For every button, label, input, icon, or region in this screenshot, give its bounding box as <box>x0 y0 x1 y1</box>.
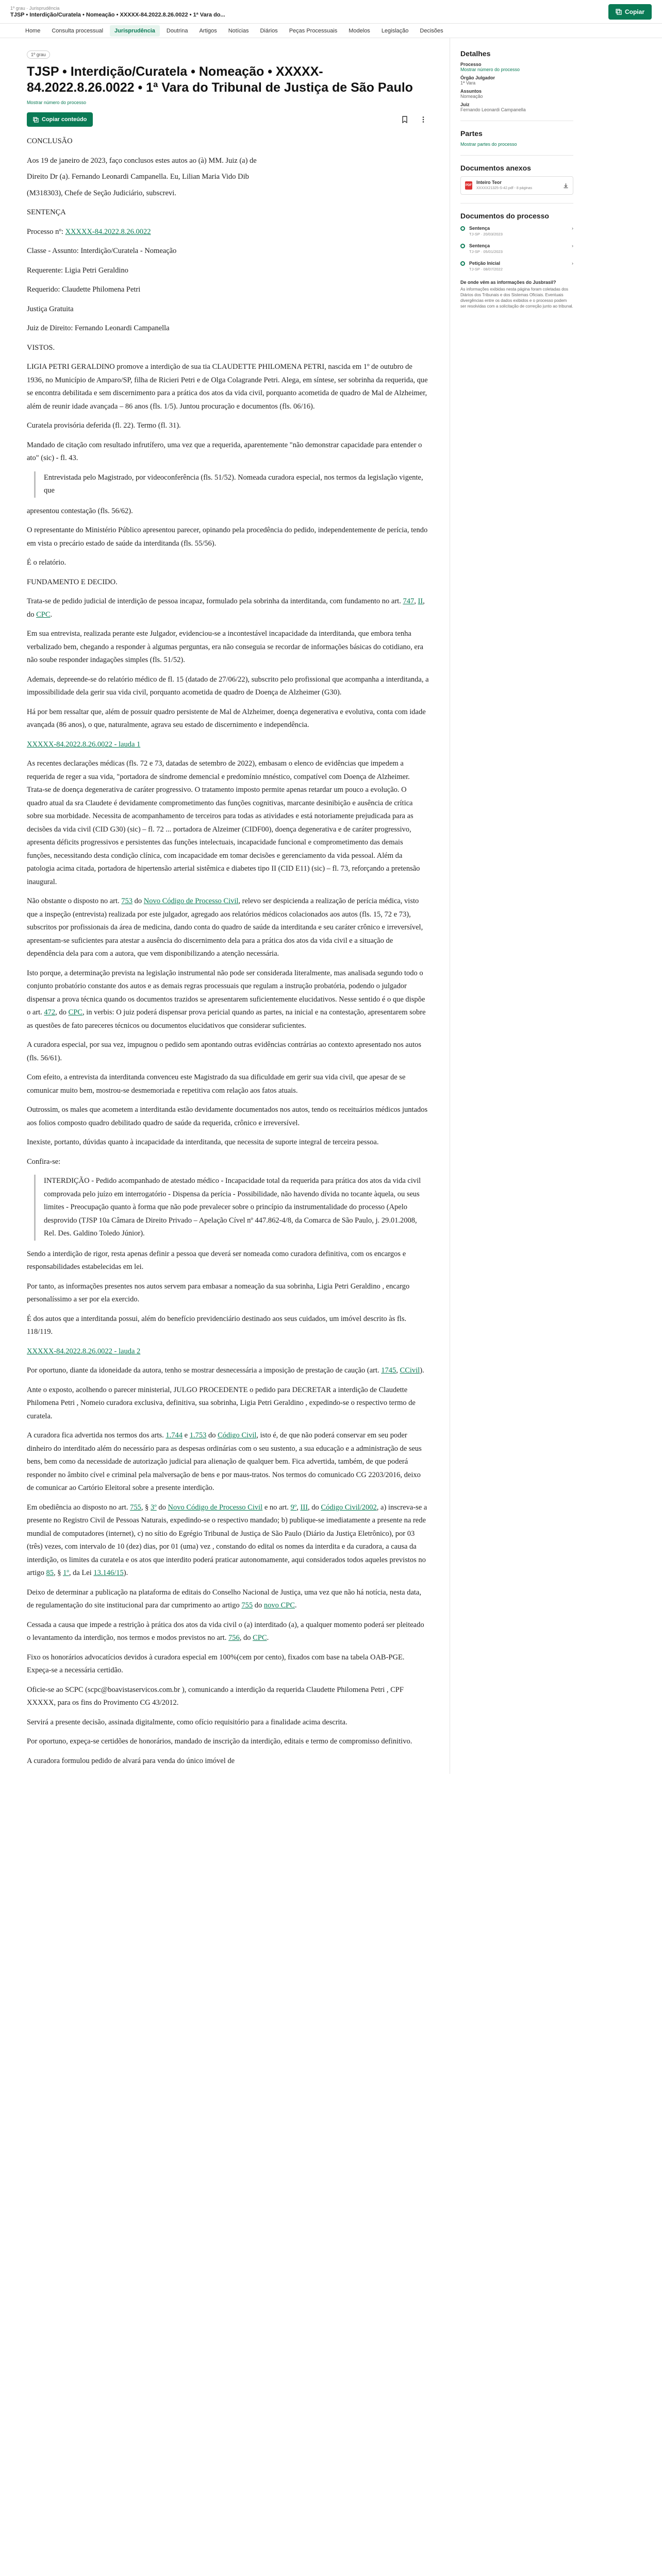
doc-paragraph: É dos autos que a interditanda possui, além do benefício previdenciário destinado aos seus cuidados, um imóvel descrito às fls. 118/119. <box>27 1314 407 1336</box>
divider <box>460 203 573 204</box>
more-vertical-icon <box>420 116 427 123</box>
top-bar <box>0 0 662 24</box>
doc-paragraph: FUNDAMENTO E DECIDO. <box>27 578 118 586</box>
doc-paragraph: Confira-se: <box>27 1157 61 1166</box>
timeline-dot <box>460 244 465 248</box>
page-title: TJSP • Interdição/Curatela • Nomeação • XXXXX-84.2022.8.26.0022 • 1ª Vara do Tribunal de Justiça de São Paulo <box>27 64 413 95</box>
doc-paragraph: CONCLUSÃO <box>27 137 73 145</box>
document-body <box>27 135 429 1768</box>
doc-paragraph: Oficie-se ao SCPC (scpc@boavistaservicos.com.br ), comunicando a interdição da requerida Claudette Philomena Petri , CPF XXXXX, para os fins do Provimento CG 43/2012. <box>27 1685 404 1707</box>
doc-text: Deixo de determinar a publicação na plataforma de editais do Conselho Nacional de Justiça, uma vez que não há notícia, nesta data, de regulamentação do site institucional para dar cumprimento ao artigo <box>27 1588 421 1609</box>
doc-paragraph: SENTENÇA <box>27 208 66 216</box>
law-link[interactable]: 1.744 <box>166 1431 183 1439</box>
grade-badge: 1º grau <box>27 50 50 59</box>
timeline-name: Petição Inicial <box>469 261 501 266</box>
doc-paragraph: Sendo a interdição de rigor, resta apenas definir a pessoa que deverá ser nomeada como curadora definitiva, com os encargos e responsabilidades estabelecidas em lei. <box>27 1249 406 1271</box>
show-parts-link[interactable]: Mostrar partes do processo <box>460 142 517 147</box>
doc-text: Em obediência ao disposto no art. <box>27 1503 130 1512</box>
doc-text: A curadora fica advertida nos termos dos arts. <box>27 1431 166 1439</box>
nav-consulta-processual[interactable]: Consulta processual <box>52 27 104 34</box>
doc-text: , in verbis: O juiz poderá dispensar prova pericial quando as partes, na inicial e na contestação, apresentarem sobre as questões de fato pareceres técnicos ou documentos elucidativos que considerar suficientes. <box>27 1008 426 1030</box>
law-link[interactable]: 755 <box>241 1601 253 1609</box>
law-link[interactable]: Novo Código de Processo Civil <box>143 897 239 905</box>
doc-paragraph: Com efeito, a entrevista da interditanda convenceu este Magistrado da sua dificuldade em gerir sua vida civil, que apesar de se comunicar muito bem, mostrou-se desmemoriada e repetitiva com relação aos fatos atuais. <box>27 1073 406 1095</box>
page-title-short: TJSP • Interdição/Curatela • Nomeação • XXXXX-84.2022.8.26.0022 • 1ª Vara do... <box>10 11 225 18</box>
law-link[interactable]: 3º <box>151 1503 157 1512</box>
doc-paragraph: Inexiste, portanto, dúvidas quanto à incapacidade da interditanda, que necessita de suporte integral de terceira pessoa. <box>27 1138 379 1146</box>
source-note-heading: De onde vêm as informações do Jusbrasil? <box>460 280 556 285</box>
download-icon[interactable] <box>563 183 569 189</box>
doc-text: e no art. <box>262 1503 291 1512</box>
doc-paragraph: Há por bem ressaltar que, além de possuir quadro persistente de Mal de Alzheimer, doença degenerativa e evolutiva, conta com idade avançada (86 anos), o que, naturalmente, agrava seu estado de discernimento e independência. <box>27 707 426 729</box>
doc-paragraph: Aos 19 de janeiro de 2023, faço conclusos estes autos ao (à) MM. Juiz (a) de <box>27 156 257 165</box>
law-link[interactable]: CPC <box>36 610 51 619</box>
doc-text: , relevo ser despicienda a realização de perícia médica, visto que a inspeção (entrevista) realizada por este julgador, agregado aos relatórios médicos colacionados aos autos (fls. 15, 72 e 73), subscritos por profissionais da área de medicina, dando conta do quadro de saúde da interditanda e seu caráter crônico e irreversível, apresentam-se suficientes para atestar a ausência do discernimento dela para a prática dos atos da vida civil e a situação de dependência dela para com a autora, que vem disponibilizando a atenção necessária. <box>27 897 423 958</box>
doc-paragraph <box>27 1364 429 1378</box>
breadcrumb <box>10 5 608 19</box>
law-link[interactable]: 1745 <box>381 1366 396 1375</box>
doc-paragraph: Por tanto, as informações presentes nos autos servem para embasar a nomeação da sua sobrinha, Ligia Petri Geraldino , encargo personalíssimo a ser por ela exercido. <box>27 1282 410 1303</box>
doc-text: Isto porque, a determinação prevista na legislação instrumental não pode ser considerada literalmente, mas analisada segundo todo o conjunto probatório constante dos autos e as demais regras processuais que regulam a instrução probatória, podendo o julgador dispensar a prova técnica quando os documentos trazidos se apresentarem suficientemente elucidativos. Nesse sentido é o que dispõe o art. <box>27 969 425 1016</box>
doc-text: , § <box>141 1503 151 1512</box>
doc-paragraph: Servirá a presente decisão, assinada digitalmente, como ofício requisitório para a finalidade acima descrita. <box>27 1718 347 1726</box>
law-link[interactable]: 747 <box>403 597 415 605</box>
chevron-right-icon: › <box>572 261 573 266</box>
nav-pecas-processuais[interactable]: Peças Processuais <box>289 27 338 34</box>
doc-text: , <box>296 1503 301 1512</box>
law-link[interactable]: novo CPC <box>263 1601 295 1609</box>
doc-text: Processo nº: <box>27 227 65 236</box>
timeline-sub: TJ-SP · 20/03/2023 <box>469 232 503 236</box>
parts-heading: Partes <box>460 129 483 138</box>
doc-paragraph: Justiça Gratuita <box>27 304 74 313</box>
doc-text: do <box>253 1601 264 1609</box>
doc-paragraph: O representante do Ministério Público apresentou parecer, opinando pela procedência do pedido, independentemente de perícia, tendo em vista o precário estado de saúde da interditanda (fls. 55/56). <box>27 526 428 548</box>
law-link[interactable]: Novo Código de Processo Civil <box>168 1503 263 1512</box>
process-number-link[interactable]: XXXXX-84.2022.8.26.0022 <box>65 227 151 236</box>
bookmark-button[interactable] <box>399 114 410 125</box>
law-link[interactable]: 85 <box>46 1569 54 1577</box>
law-link[interactable]: 9º <box>290 1503 297 1512</box>
doc-paragraph: Outrossim, os males que acometem a interditanda estão devidamente documentados nos autos, tendo os receituários médicos juntados aos folios composto quadro debilitado quadro de saúde da requerida, crônico e irreversível. <box>27 1106 428 1127</box>
law-link[interactable]: 753 <box>121 897 133 905</box>
doc-text: do <box>156 1503 168 1512</box>
process-docs-timeline <box>460 225 573 273</box>
doc-paragraph: Juiz de Direito: Fernando Leonardi Campanella <box>27 324 170 332</box>
block-quote <box>34 471 429 498</box>
chevron-right-icon: › <box>572 243 573 248</box>
doc-paragraph <box>27 1586 429 1613</box>
law-link[interactable]: II <box>418 597 423 605</box>
quote-text: Entrevistada pelo Magistrado, por videoconferência (fls. 51/52). Nomeada curadora especial, nos termos da legislação vigente, que <box>44 473 423 495</box>
doc-paragraph <box>27 967 429 1033</box>
judge-value: Fernando Leonardi Campanella <box>460 107 526 112</box>
copy-icon <box>33 117 39 123</box>
doc-paragraph: LIGIA PETRI GERALDINO promove a interdição de sua tia CLAUDETTE PHILOMENA PETRI, nascida em 1º de outubro de 1936, no Município de Amparo/SP, filha de Ricieri Petri e de Olga Colagrande Petri. Alega, em síntese, ser sobrinha da requerida, que se encontra debilitada e sem discernimento para a prática dos atos da vida civil, porquanto acometida de quadro de Mal de Alzheimer, além de reunir idade avançada – 86 anos (fls. 1/5). Juntou procuração e documentos (fls. 06/16). <box>27 363 428 411</box>
law-link[interactable]: III <box>300 1503 308 1512</box>
doc-text: ). <box>123 1569 128 1577</box>
doc-paragraph <box>27 895 429 961</box>
doc-paragraph: apresentou contestação (fls. 56/62). <box>27 506 133 515</box>
law-link[interactable]: 755 <box>130 1503 141 1512</box>
law-link[interactable]: 756 <box>228 1634 240 1642</box>
doc-paragraph: É o relatório. <box>27 558 67 567</box>
timeline-item[interactable] <box>460 260 573 273</box>
doc-paragraph <box>27 1501 429 1580</box>
doc-text: , do <box>27 597 425 619</box>
show-process-number-link[interactable]: Mostrar número do processo <box>460 67 520 72</box>
judge-label: Juiz <box>460 102 470 107</box>
process-label: Processo <box>460 62 482 67</box>
doc-text: Por oportuno, diante da idoneidade da autora, tenho se mostrar desnecessária a imposição de prestação de caução (art. <box>27 1366 382 1375</box>
doc-text: , <box>396 1366 400 1375</box>
doc-text: , <box>414 597 418 605</box>
doc-paragraph <box>27 595 429 621</box>
chevron-right-icon: › <box>572 226 573 231</box>
page-footer-link[interactable]: XXXXX-84.2022.8.26.0022 - lauda 2 <box>27 1347 141 1355</box>
doc-paragraph: VISTOS. <box>27 343 55 352</box>
timeline-dot <box>460 226 465 231</box>
timeline-item[interactable] <box>460 225 573 238</box>
block-quote <box>34 1175 429 1241</box>
subject-label: Assuntos <box>460 89 482 94</box>
nav-home[interactable]: Home <box>25 27 41 34</box>
nav-jurisprudencia[interactable]: Jurisprudência <box>110 25 160 37</box>
quote-text: INTERDIÇÃO - Pedido acompanhado de atestado médico - Incapacidade total da requerida para prática dos atos da vida civil comprovada pelo juízo em interrogatório - Dispensa da perícia - Possibilidade, não havendo dívida no tocante àquela, ou seus limites - Preocupação quanto à forma que não pode prevalecer sobre o princípio da instrumentalidade do processo (Apelo desprovido (TJSP 10a Câmara de Direito Privado – Apelação Cível nº 447.862-4/8, da Comarca de São Paulo, j. 29.01.2008, Rel. Des. Galdino Toledo Júnior). <box>44 1177 421 1238</box>
nav-decisoes[interactable]: Decisões <box>420 27 443 34</box>
annex-sub: XXXXX21325-S-42.pdf - 8 páginas <box>476 187 533 190</box>
timeline-dot <box>460 261 465 266</box>
copy-content-button[interactable] <box>27 112 93 127</box>
doc-paragraph <box>27 1429 429 1495</box>
doc-text: do <box>133 897 144 905</box>
bookmark-icon <box>401 116 408 123</box>
doc-paragraph: Fixo os honorários advocatícios devidos à curadora especial em 100%(cem por cento), fixados com base na tabela OAB-PGE. Expeça-se a necessária certidão. <box>27 1653 405 1674</box>
timeline-item[interactable] <box>460 243 573 255</box>
doc-text: do <box>206 1431 218 1439</box>
law-link[interactable]: 472 <box>44 1008 56 1016</box>
divider <box>460 155 573 156</box>
law-link[interactable]: Código Civil <box>218 1431 257 1439</box>
law-link[interactable]: CPC <box>253 1634 267 1642</box>
law-link[interactable]: CPC <box>68 1008 82 1016</box>
doc-paragraph: Curatela provisória deferida (fl. 22). Termo (fl. 31). <box>27 421 181 430</box>
details-heading: Detalhes <box>460 49 491 58</box>
doc-text: , a) inscreva-se a presente no Registro Civil de Pessoas Naturais, expedindo-se o respectivo mandado; b) publique-se imediatamente a presente na rede mundial de computadores (internet), c) no sítio do Egrégio Tribunal de Justiça de São Paulo (Diário da Justiça Eletrônico), por 03 (três) vezes, com intervalo de 10 (dez) dias, por 01 (uma) vez , constando do edital os nomes da interdita e da curadora, a causa da interdição, os limites da curatela e os atos que interdito poderá praticar autonomamente, aqui considerados todos aqueles previstos no artigo <box>27 1503 427 1577</box>
more-options-button[interactable] <box>418 114 429 125</box>
timeline-name: Sentença <box>469 226 490 231</box>
sidebar <box>450 38 573 1774</box>
show-process-number-link[interactable]: Mostrar número do processo <box>27 100 87 105</box>
doc-text: Trata-se de pedido judicial de interdição de pessoa incapaz, formulado pela sobrinha da interditanda, com fundamento no art. <box>27 597 403 605</box>
organ-value: 1ª Vara <box>460 80 476 86</box>
doc-paragraph: Por oportuno, expeça-se certidões de honorários, mandado de inscrição da interdição, editais e termo de compromisso definitivo. <box>27 1737 412 1745</box>
doc-paragraph: Direito Dr (a). Fernando Leonardi Campanella. Eu, Lilian Maria Vido Dib <box>27 173 249 181</box>
doc-text: , § <box>53 1569 63 1577</box>
doc-paragraph: Ademais, depreende-se do relatório médico de fl. 15 (datado de 27/06/22), subscrito pelo profissional que acompanha a interditanda, a impossibilidade dela gerir sua vida civil, porquanto acometida de quadro de Doença de Alzheimer (G30). <box>27 675 429 697</box>
doc-text: , do <box>308 1503 321 1512</box>
annex-name: Inteiro Teor <box>476 180 502 185</box>
nav-artigos[interactable]: Artigos <box>199 27 217 34</box>
timeline-name: Sentença <box>469 243 490 248</box>
nav-noticias[interactable]: Notícias <box>228 27 249 34</box>
copy-button[interactable] <box>608 4 652 20</box>
process-docs-heading: Documentos do processo <box>460 212 549 220</box>
doc-paragraph <box>27 226 429 239</box>
doc-text: . <box>294 1601 297 1609</box>
doc-paragraph <box>27 1619 429 1645</box>
doc-text: . <box>267 1634 269 1642</box>
doc-paragraph: Mandado de citação com resultado infrutífero, uma vez que a requerida, aparentemente "não demonstrar capacidade para entender o ato" (sic) - fl. 43. <box>27 440 422 462</box>
nav-modelos[interactable]: Modelos <box>349 27 370 34</box>
timeline-sub: TJ-SP · 05/01/2023 <box>469 249 503 254</box>
law-link[interactable]: CCivil <box>400 1366 420 1375</box>
annex-item[interactable] <box>460 176 573 195</box>
page-footer-link[interactable]: XXXXX-84.2022.8.26.0022 - lauda 1 <box>27 740 141 749</box>
source-note: As informações exibidas nesta página foram coletadas dos Diários dos Tribunais e dos Sistemas Oficiais. Eventuais divergências entre os dados exibidos e o processo podem ser resolvidas com a solicitação de correção junto ao tribunal. <box>460 287 573 309</box>
doc-paragraph: A curadora formulou pedido de alvará para venda do único imóvel de <box>27 1756 235 1765</box>
doc-paragraph: Em sua entrevista, realizada perante este Julgador, evidenciou-se a incontestável incapacidade da interditanda, que embora tenha verbalizado bem, chegando a responder à algumas perguntas, era não conseguia se recordar de informações básicas do cotidiano, era não soube responder indagações simples (fls. 51/52). <box>27 630 424 664</box>
doc-paragraph: (M318303), Chefe de Seção Judiciário, subscrevi. <box>27 189 176 197</box>
nav-doutrina[interactable]: Doutrina <box>166 27 188 34</box>
doc-text: , isto é, de que não poderá conservar em seu poder dinheiro do interditado além do necessário para as despesas ordinárias com o seu sustento, a sua educação e a administração de seus bens, bem como da necessidade de autorização judicial para alienação de qualquer bem. Fica advertida, também, de que poderá responder no âmbito cível e criminal pela malversação de bens e por maus-tratos. Nos termos do comunicado CG 2203/2016, deixo de comunicar ao Cartório Eleitoral sobre a presente interdição. <box>27 1431 422 1492</box>
subject-value: Nomeação <box>460 94 483 99</box>
doc-paragraph: Classe - Assunto: Interdição/Curatela - Nomeação <box>27 247 177 255</box>
organ-label: Órgão Julgador <box>460 75 495 80</box>
law-link[interactable]: 13.146/15 <box>93 1569 124 1577</box>
doc-paragraph: Requerente: Ligia Petri Geraldino <box>27 266 128 275</box>
annex-heading: Documentos anexos <box>460 164 531 172</box>
law-link[interactable]: 1.753 <box>189 1431 207 1439</box>
doc-text: , do <box>55 1008 69 1016</box>
copy-content-label: Copiar conteúdo <box>42 116 87 123</box>
doc-paragraph: A curadora especial, por sua vez, impugnou o pedido sem apontando outras evidências contrárias ao contexto apresentado nos autos (fls. 56/61). <box>27 1041 422 1062</box>
nav-diarios[interactable]: Diários <box>260 27 278 34</box>
doc-paragraph: Requerido: Claudette Philomena Petri <box>27 285 141 294</box>
law-link[interactable]: 1º <box>63 1569 69 1577</box>
copy-icon <box>616 9 622 15</box>
pdf-icon: PDF <box>465 181 472 190</box>
doc-text: , da Lei <box>69 1569 94 1577</box>
doc-text: , do <box>239 1634 253 1642</box>
doc-text: e <box>183 1431 190 1439</box>
main-nav <box>0 24 662 38</box>
breadcrumb-section[interactable]: 1º grau · Jurisprudência <box>10 5 60 11</box>
timeline-sub: TJ-SP · 08/07/2022 <box>469 267 503 272</box>
law-link[interactable]: Código Civil/2002 <box>321 1503 377 1512</box>
doc-text: ). <box>420 1366 424 1375</box>
doc-text: . <box>50 610 53 619</box>
doc-paragraph: As recentes declarações médicas (fls. 72 e 73, datadas de setembro de 2022), embasam o elenco de evidências que impedem a requerida de reger a sua vida, "portadora de síndrome demencial e predomínio mnéstico, compatível com Doença de Alzheimer. Trata-se de doença degenerativa de caráter progressivo. O tratamento imposto permite apenas retardar um pouco a evolução. O quadro atual da sra Claudete é devidamente comprometimento das funções cognitivas, marcante desinibição e ausência de crítica sobre sua morbidade. Necessita de acompanhamento de terceiros para todas as atividades e está notoriamente prejudicada para as decisões da vida civil (CID G30) (sic) – fl. 72 ... portadora de Alzeimer (CIDF00), doença degenerativa e de caráter progressivo, apresenta déficits progressivos e persistentes das funções intelectuais, incapacidade funcional e comprometimento das demais funções, necessitando desta condição clínica, com incapacidade em tomar decisões e gerenciamento da vida pessoal. Além da patologia acima citada, portadora de hipertensão arterial sistêmica e diabetes tipo II (CID E11) (sic) – fl. 73, reforçando a pretensão inaugural. <box>27 759 420 886</box>
main-content <box>27 38 429 1774</box>
doc-text: Não obstante o disposto no art. <box>27 897 122 905</box>
copy-button-label: Copiar <box>624 8 644 15</box>
nav-legislacao[interactable]: Legislação <box>381 27 409 34</box>
doc-text: Cessada a causa que impede a restrição à prática dos atos da vida civil o (a) interditado (a), a qualquer momento poderá ser pleiteado o levantamento da interdição, nos termos e modos previstos no art. <box>27 1620 424 1642</box>
doc-paragraph: Ante o exposto, acolhendo o parecer ministerial, JULGO PROCEDENTE o pedido para DECRETAR a interdição de Claudette Philomena Petri , Nomeio curadora exclusiva, definitiva, sua sobrinha, Ligia Petri Geraldino , expedindo-se o respectivo termo de curatela. <box>27 1385 416 1420</box>
